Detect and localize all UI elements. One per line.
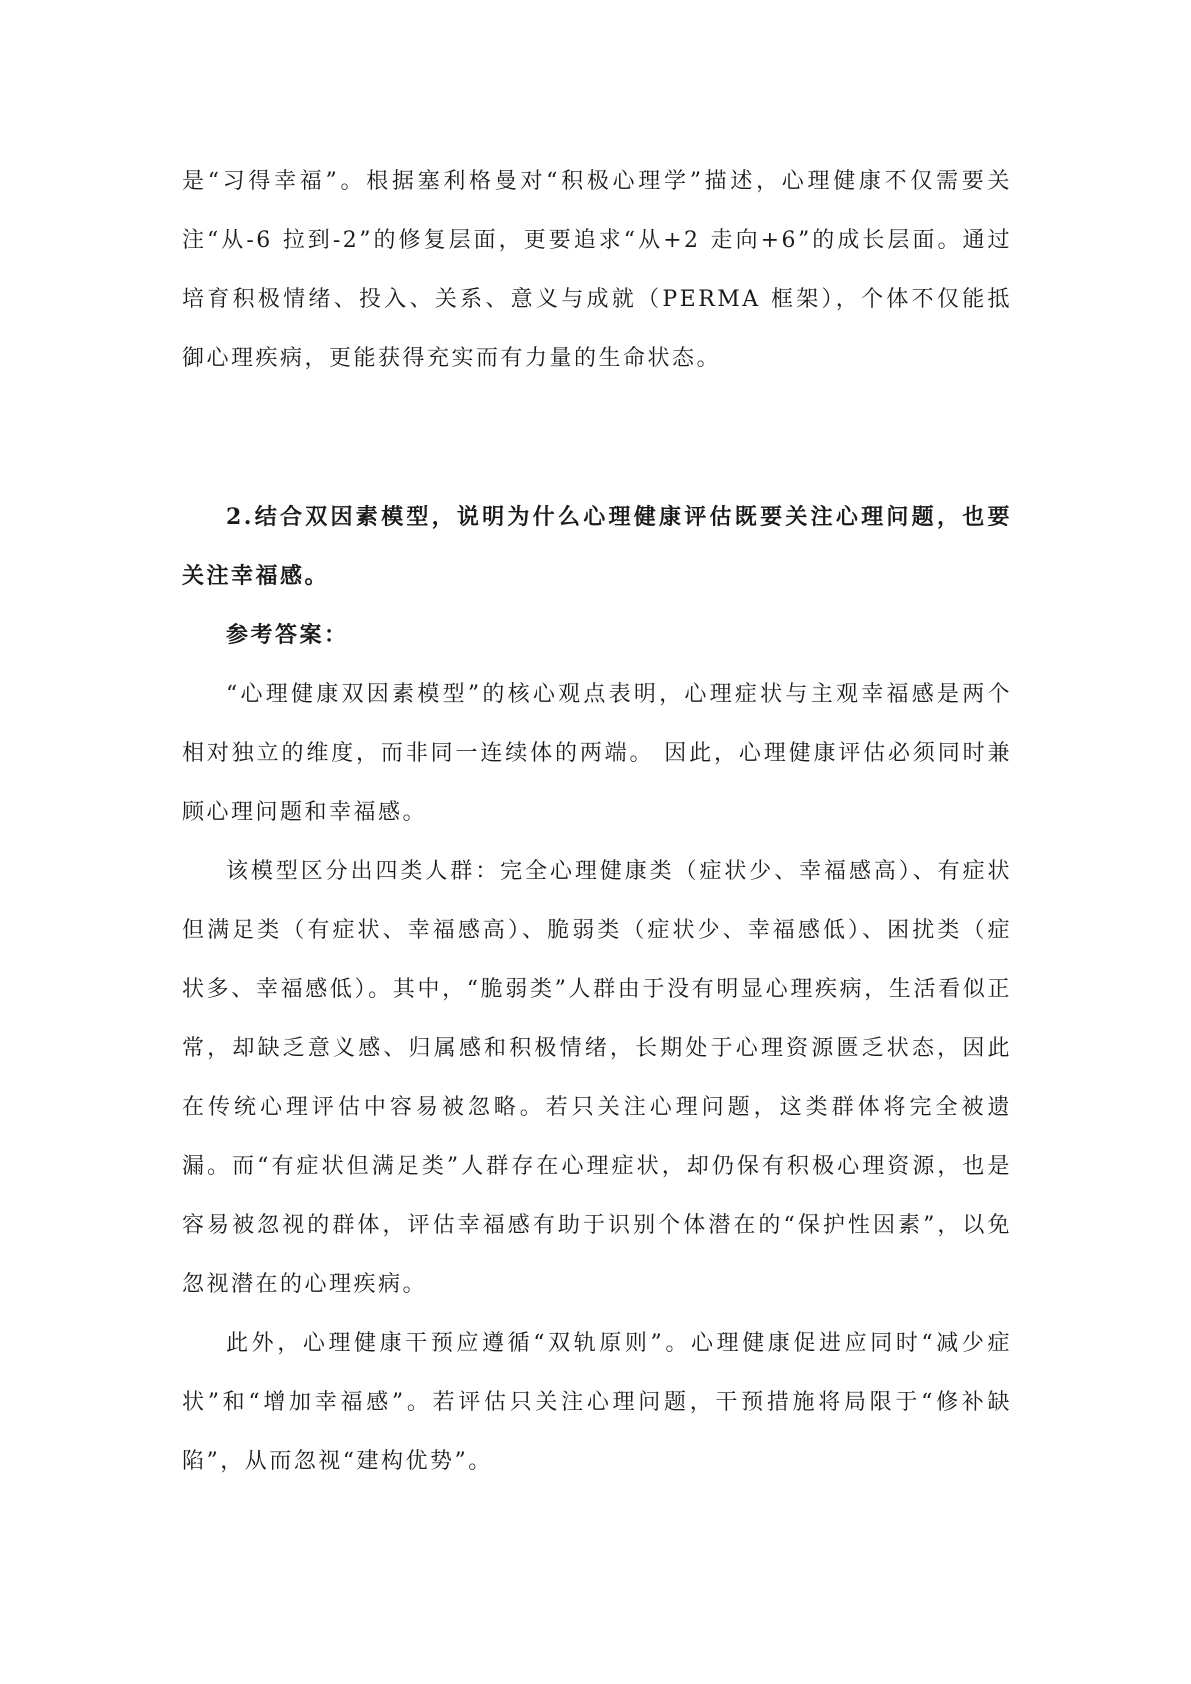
answer-paragraph-1: “心理健康双因素模型”的核心观点表明，心理症状与主观幸福感是两个相对独立的维度，而非同一连续体的两端。 因此，心理健康评估必须同时兼顾心理问题和幸福感。 — [182, 682, 1012, 825]
document-body — [182, 152, 1012, 1491]
answer-label: 参考答案： — [226, 622, 349, 648]
intro-paragraph: 是“习得幸福”。根据塞利格曼对“积极心理学”描述，心理健康不仅需要关注“从-6 拉到-2”的修复层面，更要追求“从+2 走向+6”的成长层面。通过培育积极情绪、投入、关系、意义与成就（PERMA 框架），个体不仅能抵御心理疾病，更能获得充实而有力量的生命状态。 — [182, 169, 1012, 371]
answer-paragraph-3: 此外，心理健康干预应遵循“双轨原则”。心理健康促进应同时“减少症状”和“增加幸福感”。若评估只关注心理问题，干预措施将局限于“修补缺陷”，从而忽视“建构优势”。 — [182, 1331, 1012, 1474]
question-heading: 2.结合双因素模型，说明为什么心理健康评估既要关注心理问题，也要关注幸福感。 — [182, 504, 1012, 589]
answer-paragraph-2: 该模型区分出四类人群：完全心理健康类（症状少、幸福感高）、有症状但满足类（有症状、幸福感高）、脆弱类（症状少、幸福感低）、困扰类（症状多、幸福感低）。其中，“脆弱类”人群由于没有明显心理疾病，生活看似正常，却缺乏意义感、归属感和积极情绪，长期处于心理资源匮乏状态，因此在传统心理评估中容易被忽略。若只关注心理问题，这类群体将完全被遗漏。而“有症状但满足类”人群存在心理症状，却仍保有积极心理资源，也是容易被忽视的群体，评估幸福感有助于识别个体潜在的“保护性因素”，以免忽视潜在的心理疾病。 — [182, 859, 1012, 1297]
